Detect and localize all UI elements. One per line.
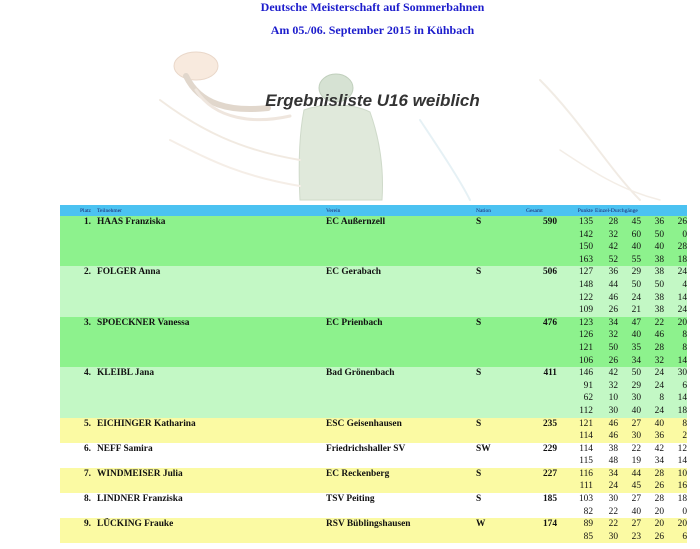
round-score-3: 28 xyxy=(654,494,664,505)
participant-name: KLEIBL Jana xyxy=(97,368,155,379)
club-name xyxy=(326,279,476,292)
round-score-4: 20 xyxy=(677,317,687,328)
total-score xyxy=(526,430,557,443)
round-score-2: 22 xyxy=(631,443,641,454)
total-score xyxy=(526,254,557,267)
nation-cell xyxy=(476,342,526,355)
round-score-1: 50 xyxy=(608,342,618,353)
total-score: 506 xyxy=(542,267,557,278)
nation-cell xyxy=(476,304,526,317)
club-name: ESC Geisenhausen xyxy=(326,418,402,429)
participant-name: SPOECKNER Vanessa xyxy=(97,317,190,328)
club-name xyxy=(326,355,476,368)
club-name xyxy=(326,405,476,418)
round-score-2: 50 xyxy=(631,368,641,379)
participant-name xyxy=(97,229,326,242)
round-score-1: 38 xyxy=(608,443,618,454)
club-name: Bad Grönenbach xyxy=(326,368,395,379)
rank-cell: 8. xyxy=(83,494,91,505)
participant-name: LINDNER Franziska xyxy=(97,494,183,505)
club-name xyxy=(326,342,476,355)
total-score: 229 xyxy=(542,443,557,454)
round-score-3: 50 xyxy=(654,279,664,290)
participant-name xyxy=(97,430,326,443)
participant-name xyxy=(97,380,326,393)
event-title: Deutsche Meisterschaft auf Sommerbahnen xyxy=(260,0,485,14)
round-score-4: 20 xyxy=(677,519,687,530)
total-score xyxy=(526,241,557,254)
nation-cell xyxy=(476,355,526,368)
results-table xyxy=(60,205,687,543)
table-row-continuation xyxy=(60,304,687,317)
participant-name xyxy=(97,329,326,342)
round-score-1: 32 xyxy=(608,380,618,391)
rank-cell: 5. xyxy=(83,418,91,429)
points-cell: 148 xyxy=(578,279,593,290)
participant-name xyxy=(97,241,326,254)
round-score-2: 60 xyxy=(631,229,641,240)
table-row-continuation xyxy=(60,380,687,393)
round-score-2: 29 xyxy=(631,380,641,391)
col-header-nation: Nation xyxy=(476,205,526,216)
table-row xyxy=(60,266,687,279)
round-score-1: 28 xyxy=(608,217,618,227)
points-cell: 106 xyxy=(578,355,593,366)
round-score-4: 6 xyxy=(682,380,687,391)
round-score-1: 52 xyxy=(608,254,618,265)
club-name xyxy=(326,480,476,493)
round-score-1: 42 xyxy=(608,368,618,379)
participant-name xyxy=(97,355,326,368)
nation-cell: S xyxy=(476,468,482,479)
participant-name: EICHINGER Katharina xyxy=(97,418,196,429)
participant-name: FOLGER Anna xyxy=(97,267,161,278)
round-score-2: 45 xyxy=(631,481,641,492)
points-cell: 126 xyxy=(578,330,593,341)
page-title: Ergebnisliste U16 weiblich xyxy=(265,91,480,110)
table-row-continuation xyxy=(60,229,687,242)
participant-name xyxy=(97,342,326,355)
points-cell: 146 xyxy=(578,368,593,379)
round-score-2: 24 xyxy=(631,292,641,303)
club-name xyxy=(326,304,476,317)
table-row-continuation xyxy=(60,430,687,443)
round-score-3: 40 xyxy=(654,242,664,253)
points-cell: 115 xyxy=(579,456,593,467)
points-cell: 89 xyxy=(583,519,593,530)
points-cell: 121 xyxy=(578,342,593,353)
rank-cell xyxy=(60,279,97,292)
total-score: 227 xyxy=(542,468,557,479)
round-score-3: 46 xyxy=(654,330,664,341)
round-score-3: 28 xyxy=(654,342,664,353)
round-score-4: 14 xyxy=(677,393,687,404)
round-score-1: 26 xyxy=(608,305,618,316)
round-score-2: 19 xyxy=(631,456,641,467)
club-name xyxy=(326,531,476,544)
total-score: 174 xyxy=(542,519,557,530)
round-score-4: 0 xyxy=(682,229,687,240)
round-score-4: 18 xyxy=(677,494,687,505)
round-score-3: 36 xyxy=(654,431,664,442)
round-score-2: 30 xyxy=(631,393,641,404)
round-score-4: 12 xyxy=(677,443,687,454)
total-score: 185 xyxy=(542,494,557,505)
nation-cell: S xyxy=(476,368,482,379)
club-name xyxy=(326,506,476,519)
round-score-3: 50 xyxy=(654,229,664,240)
rank-cell xyxy=(60,342,97,355)
points-cell: 142 xyxy=(578,229,593,240)
round-score-4: 26 xyxy=(677,217,687,227)
round-score-4: 0 xyxy=(682,506,687,517)
round-score-3: 38 xyxy=(654,254,664,265)
table-row xyxy=(60,367,687,380)
participant-name xyxy=(97,531,326,544)
round-score-4: 6 xyxy=(682,531,687,542)
nation-cell xyxy=(476,480,526,493)
rank-cell xyxy=(60,254,97,267)
club-name xyxy=(326,329,476,342)
points-cell: 62 xyxy=(583,393,593,404)
round-score-2: 50 xyxy=(631,279,641,290)
club-name xyxy=(326,229,476,242)
rank-cell: 6. xyxy=(83,443,91,454)
rank-cell xyxy=(60,241,97,254)
table-row-continuation xyxy=(60,531,687,544)
total-score: 590 xyxy=(542,217,557,227)
round-score-2: 55 xyxy=(631,254,641,265)
points-cell: 85 xyxy=(583,531,593,542)
points-cell: 122 xyxy=(578,292,593,303)
round-score-1: 42 xyxy=(608,242,618,253)
table-row xyxy=(60,518,687,531)
round-score-3: 26 xyxy=(654,481,664,492)
table-row-continuation xyxy=(60,241,687,254)
round-score-2: 29 xyxy=(631,267,641,278)
round-score-2: 40 xyxy=(631,405,641,416)
nation-cell xyxy=(476,506,526,519)
round-score-1: 10 xyxy=(608,393,618,404)
col-header-verein: Verein xyxy=(326,205,476,216)
rank-cell: 4. xyxy=(83,368,91,379)
nation-cell: S xyxy=(476,494,482,505)
points-cell: 112 xyxy=(579,405,593,416)
nation-cell xyxy=(476,279,526,292)
table-row-continuation xyxy=(60,506,687,519)
round-score-4: 24 xyxy=(677,267,687,278)
nation-cell xyxy=(476,430,526,443)
col-header-einzel-durchgaenge: Einzel-Durchgänge xyxy=(595,205,687,216)
nation-cell: S xyxy=(476,317,482,328)
round-score-2: 21 xyxy=(631,305,641,316)
round-score-3: 36 xyxy=(654,217,664,227)
rank-cell xyxy=(60,455,97,468)
round-score-3: 24 xyxy=(654,380,664,391)
round-score-1: 30 xyxy=(608,405,618,416)
points-cell: 150 xyxy=(578,242,593,253)
round-score-3: 22 xyxy=(654,317,664,328)
table-row-continuation xyxy=(60,392,687,405)
round-score-1: 22 xyxy=(608,519,618,530)
nation-cell xyxy=(476,392,526,405)
nation-cell: S xyxy=(476,217,482,227)
round-score-2: 40 xyxy=(631,242,641,253)
participant-name xyxy=(97,279,326,292)
round-score-4: 30 xyxy=(677,368,687,379)
participant-name xyxy=(97,254,326,267)
total-score xyxy=(526,304,557,317)
participant-name: NEFF Samira xyxy=(97,443,153,454)
total-score: 476 xyxy=(542,317,557,328)
table-row xyxy=(60,216,687,229)
col-header-gesamt: Gesamt xyxy=(526,205,557,216)
round-score-2: 40 xyxy=(631,506,641,517)
total-score xyxy=(526,355,557,368)
round-score-3: 24 xyxy=(654,405,664,416)
round-score-1: 30 xyxy=(608,494,618,505)
club-name: EC Prienbach xyxy=(326,317,383,328)
table-row xyxy=(60,468,687,481)
club-name xyxy=(326,380,476,393)
round-score-2: 34 xyxy=(631,355,641,366)
table-row xyxy=(60,418,687,431)
round-score-4: 4 xyxy=(682,279,687,290)
total-score xyxy=(526,342,557,355)
round-score-2: 27 xyxy=(631,494,641,505)
col-header-teilnehmer: Teilnehmer xyxy=(97,205,326,216)
round-score-4: 18 xyxy=(677,405,687,416)
table-row-continuation xyxy=(60,254,687,267)
round-score-4: 18 xyxy=(677,254,687,265)
participant-name xyxy=(97,292,326,305)
nation-cell xyxy=(476,531,526,544)
total-score xyxy=(526,292,557,305)
round-score-1: 32 xyxy=(608,229,618,240)
rank-cell xyxy=(60,392,97,405)
points-cell: 111 xyxy=(579,481,593,492)
participant-name xyxy=(97,506,326,519)
total-score xyxy=(526,392,557,405)
col-header-punkte: Punkte xyxy=(557,205,595,216)
round-score-2: 45 xyxy=(631,217,641,227)
nation-cell xyxy=(476,329,526,342)
round-score-2: 35 xyxy=(631,342,641,353)
round-score-4: 14 xyxy=(677,456,687,467)
nation-cell xyxy=(476,405,526,418)
nation-cell xyxy=(476,292,526,305)
points-cell: 82 xyxy=(583,506,593,517)
points-cell: 121 xyxy=(578,418,593,429)
round-score-3: 38 xyxy=(654,267,664,278)
club-name xyxy=(326,455,476,468)
participant-name: WINDMEISER Julia xyxy=(97,468,183,479)
nation-cell xyxy=(476,254,526,267)
points-cell: 114 xyxy=(579,443,593,454)
total-score xyxy=(526,480,557,493)
participant-name xyxy=(97,405,326,418)
rank-cell xyxy=(60,292,97,305)
table-row-continuation xyxy=(60,355,687,368)
round-score-3: 24 xyxy=(654,368,664,379)
round-score-2: 40 xyxy=(631,330,641,341)
club-name xyxy=(326,392,476,405)
round-score-1: 24 xyxy=(608,481,618,492)
round-score-4: 16 xyxy=(677,481,687,492)
table-row-continuation xyxy=(60,279,687,292)
round-score-3: 28 xyxy=(654,468,664,479)
results-body xyxy=(60,216,687,543)
rank-cell xyxy=(60,506,97,519)
round-score-2: 27 xyxy=(631,519,641,530)
club-name: EC Gerabach xyxy=(326,267,381,278)
participant-name: HAAS Franziska xyxy=(97,217,166,227)
round-score-3: 26 xyxy=(654,531,664,542)
round-score-1: 48 xyxy=(608,456,618,467)
points-cell: 116 xyxy=(579,468,593,479)
round-score-4: 8 xyxy=(682,342,687,353)
total-score: 235 xyxy=(542,418,557,429)
round-score-3: 20 xyxy=(654,506,664,517)
table-row-continuation xyxy=(60,480,687,493)
rank-cell xyxy=(60,405,97,418)
total-score xyxy=(526,380,557,393)
round-score-4: 14 xyxy=(677,355,687,366)
round-score-2: 30 xyxy=(631,431,641,442)
points-cell: 163 xyxy=(578,254,593,265)
rank-cell xyxy=(60,304,97,317)
round-score-2: 27 xyxy=(631,418,641,429)
round-score-1: 26 xyxy=(608,355,618,366)
col-header-platz: Platz xyxy=(60,205,97,216)
club-name xyxy=(326,241,476,254)
rank-cell: 7. xyxy=(83,468,91,479)
round-score-3: 40 xyxy=(654,418,664,429)
points-cell: 91 xyxy=(583,380,593,391)
rank-cell xyxy=(60,430,97,443)
nation-cell xyxy=(476,241,526,254)
round-score-1: 46 xyxy=(608,292,618,303)
round-score-3: 32 xyxy=(654,355,664,366)
rank-cell: 2. xyxy=(83,267,91,278)
nation-cell: S xyxy=(476,418,482,429)
round-score-4: 8 xyxy=(682,330,687,341)
nation-cell xyxy=(476,380,526,393)
points-cell: 127 xyxy=(578,267,593,278)
table-row xyxy=(60,493,687,506)
nation-cell: W xyxy=(476,519,486,530)
club-name: TSV Peiting xyxy=(326,494,375,505)
round-score-4: 24 xyxy=(677,305,687,316)
rank-cell xyxy=(60,329,97,342)
club-name: RSV Büblingshausen xyxy=(326,519,411,530)
club-name: EC Außernzell xyxy=(326,217,386,227)
round-score-4: 14 xyxy=(677,292,687,303)
participant-name xyxy=(97,480,326,493)
table-row xyxy=(60,317,687,330)
round-score-3: 42 xyxy=(654,443,664,454)
rank-cell xyxy=(60,229,97,242)
rank-cell: 1. xyxy=(83,217,91,227)
round-score-4: 28 xyxy=(677,242,687,253)
rank-cell: 9. xyxy=(83,519,91,530)
participant-name xyxy=(97,304,326,317)
round-score-4: 2 xyxy=(682,431,687,442)
points-cell: 103 xyxy=(578,494,593,505)
round-score-1: 22 xyxy=(608,506,618,517)
club-name xyxy=(326,254,476,267)
round-score-1: 46 xyxy=(608,431,618,442)
table-row-continuation xyxy=(60,292,687,305)
round-score-3: 38 xyxy=(654,305,664,316)
event-date-location: Am 05./06. September 2015 in Kühbach xyxy=(270,23,475,37)
round-score-1: 44 xyxy=(608,279,618,290)
participant-name: LÜCKING Frauke xyxy=(97,519,174,530)
rank-cell xyxy=(60,531,97,544)
table-row xyxy=(60,443,687,456)
nation-cell: S xyxy=(476,267,482,278)
round-score-1: 36 xyxy=(608,267,618,278)
total-score xyxy=(526,229,557,242)
round-score-2: 47 xyxy=(631,317,641,328)
points-cell: 135 xyxy=(578,217,593,227)
points-cell: 109 xyxy=(578,305,593,316)
total-score: 411 xyxy=(543,368,557,379)
table-row-continuation xyxy=(60,405,687,418)
nation-cell xyxy=(476,229,526,242)
total-score xyxy=(526,279,557,292)
club-name xyxy=(326,430,476,443)
participant-name xyxy=(97,392,326,405)
round-score-2: 23 xyxy=(631,531,641,542)
total-score xyxy=(526,506,557,519)
participant-name xyxy=(97,455,326,468)
rank-cell xyxy=(60,380,97,393)
round-score-2: 44 xyxy=(631,468,641,479)
table-row-continuation xyxy=(60,455,687,468)
round-score-3: 38 xyxy=(654,292,664,303)
rank-cell xyxy=(60,355,97,368)
round-score-1: 34 xyxy=(608,317,618,328)
round-score-3: 8 xyxy=(659,393,664,404)
club-name: EC Reckenberg xyxy=(326,468,390,479)
rank-cell xyxy=(60,480,97,493)
club-name: Friedrichshaller SV xyxy=(326,443,406,454)
round-score-3: 34 xyxy=(654,456,664,467)
nation-cell: SW xyxy=(476,443,491,454)
table-row-continuation xyxy=(60,329,687,342)
total-score xyxy=(526,531,557,544)
round-score-4: 8 xyxy=(682,418,687,429)
rank-cell: 3. xyxy=(83,317,91,328)
round-score-1: 32 xyxy=(608,330,618,341)
points-cell: 114 xyxy=(579,431,593,442)
points-cell: 123 xyxy=(578,317,593,328)
round-score-3: 20 xyxy=(654,519,664,530)
round-score-1: 46 xyxy=(608,418,618,429)
total-score xyxy=(526,455,557,468)
total-score xyxy=(526,329,557,342)
nation-cell xyxy=(476,455,526,468)
round-score-1: 34 xyxy=(608,468,618,479)
table-header-row xyxy=(60,205,687,216)
table-row-continuation xyxy=(60,342,687,355)
club-name xyxy=(326,292,476,305)
round-score-4: 10 xyxy=(677,468,687,479)
round-score-1: 30 xyxy=(608,531,618,542)
total-score xyxy=(526,405,557,418)
